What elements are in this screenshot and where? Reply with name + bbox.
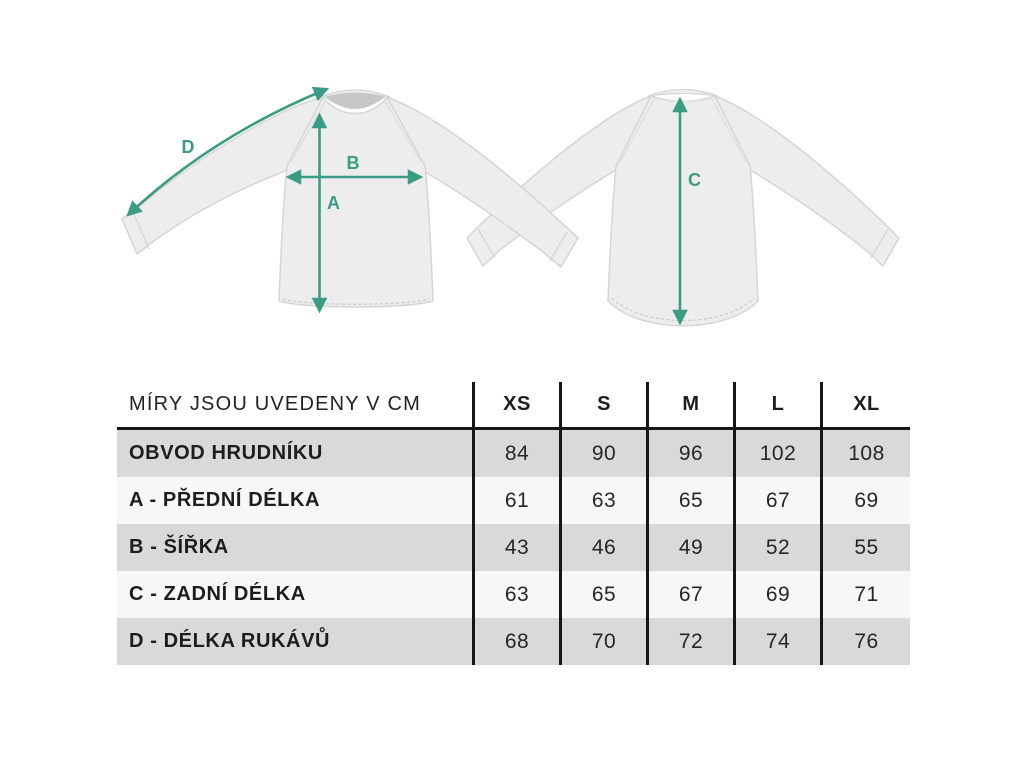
row-label: D - DÉLKA RUKÁVŮ xyxy=(117,618,475,665)
table-title: MÍRY JSOU UVEDENY V CM xyxy=(117,382,475,427)
size-value: 71 xyxy=(854,582,879,606)
size-header-l: L xyxy=(736,382,823,427)
size-value: 102 xyxy=(736,430,823,477)
size-value: 69 xyxy=(736,571,823,618)
size-value: 96 xyxy=(649,430,736,477)
size-header-xs: XS xyxy=(475,382,562,427)
size-value: 69 xyxy=(854,488,879,512)
size-value: 67 xyxy=(736,477,823,524)
size-value: 76 xyxy=(854,629,879,653)
size-value: 65 xyxy=(649,477,736,524)
arrow-label-a: A xyxy=(327,193,340,213)
size-value: 63 xyxy=(562,477,649,524)
arrow-label-c: C xyxy=(688,170,701,190)
front-neck-opening xyxy=(325,93,385,110)
size-value: 63 xyxy=(475,571,562,618)
size-value: 52 xyxy=(736,524,823,571)
size-value: 61 xyxy=(475,477,562,524)
arrow-label-d: D xyxy=(181,137,195,157)
table-header-row xyxy=(117,382,910,430)
table-row-back-length xyxy=(117,571,910,618)
size-value: 68 xyxy=(475,618,562,665)
size-header-xl: XL xyxy=(853,393,880,415)
size-value: 46 xyxy=(562,524,649,571)
row-label: OBVOD HRUDNÍKU xyxy=(117,430,475,477)
size-header-s: S xyxy=(562,382,649,427)
size-value: 65 xyxy=(562,571,649,618)
size-value: 67 xyxy=(649,571,736,618)
table-row-sleeve-length xyxy=(117,618,910,665)
row-label: A - PŘEDNÍ DÉLKA xyxy=(117,477,475,524)
size-value: 74 xyxy=(736,618,823,665)
size-value: 72 xyxy=(649,618,736,665)
size-value: 108 xyxy=(848,441,885,465)
arrow-label-b: B xyxy=(346,153,360,173)
row-label: B - ŠÍŘKA xyxy=(117,524,475,571)
size-value: 84 xyxy=(475,430,562,477)
table-row-front-length xyxy=(117,477,910,524)
row-label: C - ZADNÍ DÉLKA xyxy=(117,571,475,618)
shirt-measurement-diagram xyxy=(0,0,1024,370)
table-row-width xyxy=(117,524,910,571)
table-row-chest xyxy=(117,430,910,477)
size-value: 70 xyxy=(562,618,649,665)
back-collar xyxy=(648,90,718,97)
size-table xyxy=(117,382,910,665)
size-header-m: M xyxy=(649,382,736,427)
size-value: 55 xyxy=(854,535,879,559)
shirt-front-view xyxy=(122,90,578,307)
size-value: 49 xyxy=(649,524,736,571)
size-value: 90 xyxy=(562,430,649,477)
size-value: 43 xyxy=(475,524,562,571)
